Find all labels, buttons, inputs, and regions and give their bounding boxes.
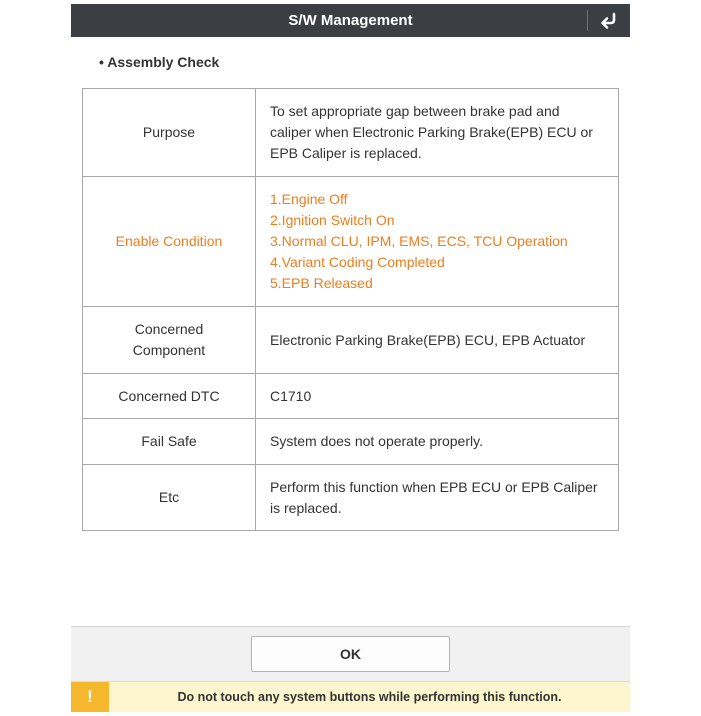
value-line: System does not operate properly. — [270, 433, 483, 449]
warning-bar — [71, 681, 630, 712]
value-line: 4.Variant Coding Completed — [270, 254, 445, 270]
row-label-fail-safe: Fail Safe — [83, 419, 256, 465]
table-row — [83, 177, 619, 307]
info-table — [82, 88, 619, 531]
back-button[interactable] — [587, 4, 630, 37]
row-label-concerned-dtc: Concerned DTC — [83, 374, 256, 419]
row-value-fail-safe — [256, 419, 619, 465]
value-line: Perform this function when EPB ECU or EPB Caliper — [270, 478, 598, 495]
page-title: S/W Management — [288, 12, 413, 29]
value-line: 2.Ignition Switch On — [270, 212, 395, 228]
value-line: EPB Caliper is replaced. — [270, 145, 422, 161]
row-value-concerned-component — [256, 307, 619, 374]
value-line: is replaced. — [270, 499, 342, 516]
return-arrow-icon — [599, 12, 619, 30]
row-value-enable-condition — [256, 177, 619, 307]
value-line: 1.Engine Off — [270, 191, 348, 207]
value-line: caliper when Electronic Parking Brake(EPB) ECU or — [270, 124, 593, 140]
table-row — [83, 419, 619, 465]
dialog-frame — [71, 4, 630, 711]
row-value-concerned-dtc — [256, 374, 619, 419]
value-line: 3.Normal CLU, IPM, EMS, ECS, TCU Operation — [270, 233, 568, 249]
section-title: • Assembly Check — [99, 54, 220, 70]
row-label-concerned-component — [83, 307, 256, 374]
table-row — [83, 89, 619, 177]
table-row — [83, 465, 619, 531]
label-line: Component — [132, 342, 206, 358]
value-line: To set appropriate gap between brake pad and — [270, 103, 560, 119]
value-line: Electronic Parking Brake(EPB) ECU, EPB Actuator — [270, 331, 586, 348]
row-label-purpose: Purpose — [83, 89, 256, 177]
value-line: C1710 — [270, 387, 312, 404]
row-label-enable-condition: Enable Condition — [83, 177, 256, 307]
table-row — [83, 374, 619, 419]
ok-button[interactable]: OK — [251, 636, 450, 672]
row-value-purpose — [256, 89, 619, 177]
row-label-etc: Etc — [83, 465, 256, 531]
button-area — [71, 626, 630, 682]
warning-icon: ! — [71, 682, 109, 712]
table-row — [83, 307, 619, 374]
value-line: 5.EPB Released — [270, 275, 373, 291]
row-value-etc — [256, 465, 619, 531]
warning-text: Do not touch any system buttons while performing this function. — [177, 690, 562, 704]
title-bar — [71, 4, 630, 37]
label-line: Concerned — [134, 321, 204, 337]
